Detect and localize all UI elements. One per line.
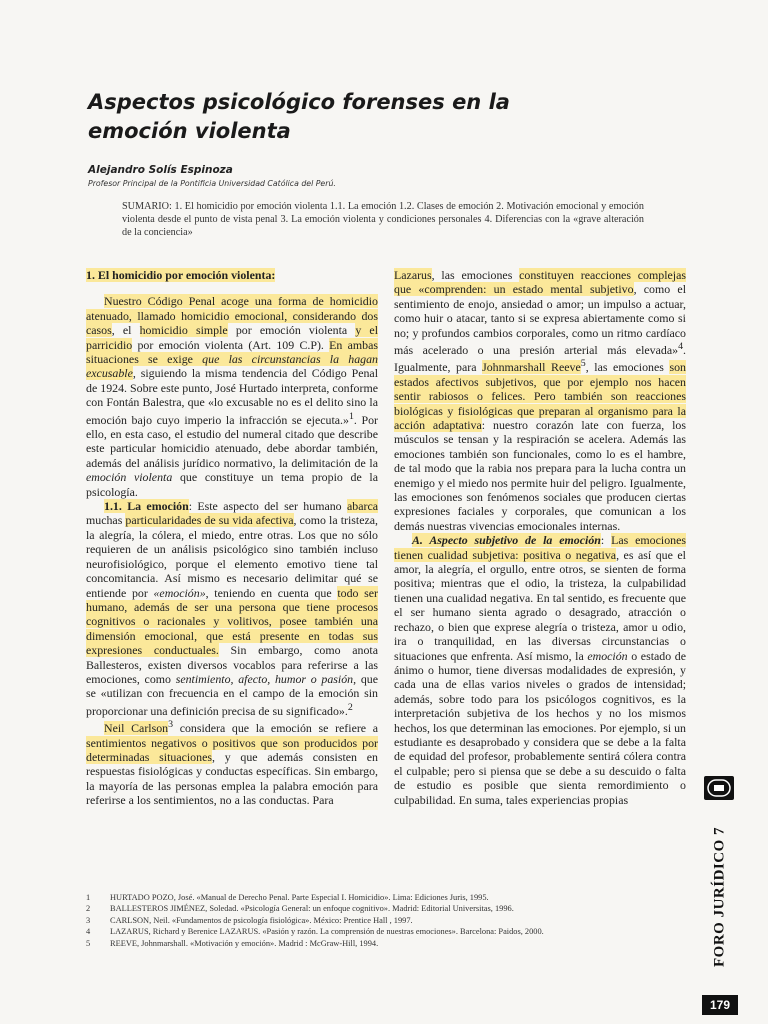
journal-name-vertical: FORO JURÍDICO 7 (711, 826, 728, 968)
footnote: 2 BALLESTEROS JIMÉNEZ, Soledad. «Psicología General: un enfoque cognitivo». Madrid: Editorial Universitas, 1996. (86, 904, 514, 914)
footnote: 1 HURTADO POZO, José. «Manual de Derecho Penal. Parte Especial I. Homicidio». Lima: Ediciones Juris, 1995. (86, 893, 489, 902)
title-line-2: emoción violenta (88, 119, 291, 143)
left-column (86, 268, 378, 808)
footnote: 5 REEVE, Johnmarshall. «Motivación y emoción». Madrid : McGraw-Hill, 1994. (86, 938, 379, 948)
summary-text: 1. El homicidio por emoción violenta 1.1. La emoción 1.2. Clases de emoción 2. Motivación emocional y emoción violenta desde el punto de vista penal 3. La emoción violenta y condiciones personales 4. Diferencias con la «grave alteración de la conciencia» (122, 201, 644, 238)
paragraph: A. Aspecto subjetivo de la emoción: Las emociones tienen cualidad subjetiva: positiva o negativa, es así que el amor, la alegría, el orgullo, entre otros, se sienten de forma positiva; mientras que el odio, la tristeza, la culpabilidad tienen una cualidad negativa. En tal sentido, es frecuente que el ser humano sienta agrado o desagrado, atracción o rechazo, o bien que exprese alegría o tristeza, amor u odio, ira o tranquilidad, en las diversas circunstancias o situaciones que enfrenta. Así mismo, la emoción o estado de ánimo o humor, tiene diversas modalidades de expresión, y cada una de ellas varios niveles o grados de intensidad; además, sobre todo para los psicólogos cognitivos, es la interpretación subjetiva de los hechos y no los mismos hechos, los que determinan las emociones. Por ejemplo, si un estudiante es desaprobado y considera que se debe a la falta de equidad del profesor, probablemente sentirá cólera contra el culpable; pero si piensa que se debe a su descuido o falta de estudio es posible que sienta remordimiento o culpabilidad. En suma, tales experiencias propias (394, 533, 686, 807)
section-heading: 1. El homicidio por emoción violenta: (86, 268, 276, 282)
paragraph: Nuestro Código Penal acoge una forma de homicidio atenuado, llamado homicidio emocional, considerando dos casos, el homicidio simple por emoción violenta y el parricidio por emoción violenta (Art. 109 C.P). En ambas situaciones se exige que las circunstancias la hagan excusable, siguiendo la misma tendencia del Código Penal de 1924. Sobre este punto, José Hurtado interpreta, conforme con Fontán Balestra, que «lo excusable no es el delito sino la emoción bajo cuyo imperio la infracción se ejecuta.»$^1$. Por ello, en esta caso, el estudio del numeral citado que describe este particular homicidio atenuado, debe abordar también, además del análisis jurídico normativo, la delimitación de la emoción violenta que constituye un tema propio de la psicología. (86, 294, 379, 499)
paragraph: Neil Carlson$^3$ considera que la emoción se refiere a sentimientos negativos o positivos que son producidos por determinadas situaciones, y que además consisten en respuestas fisiológicas y conductas específicas. Sin embargo, la mayoría de las personas emplea la palabra emoción para referirse a los sentimientos, no a las conductas. Para (86, 719, 378, 808)
page-number: 179 (702, 995, 738, 1015)
summary (122, 200, 644, 239)
footnote: 3 CARLSON, Neil. «Fundamentos de psicología fisiológica». México: Prentice Hall , 1997. (86, 915, 413, 925)
title-line-1: Aspectos psicológico forenses en la (88, 90, 510, 114)
journal-logo-icon (704, 776, 734, 800)
article-title (88, 88, 648, 146)
paragraph: Lazarus, las emociones constituyen reacciones complejas que «comprenden: un estado mental subjetivo, como el sentimiento de enojo, ansiedad o amor; un impulso a actuar, como huir o atacar, tanto si se expresa abiertamente como si no; y profundos cambios corporales, como un ritmo cardíaco más acelerado o una presión arterial más elevada»$^4$. Igualmente, para Johnmarshall Reeve$^5$, las emociones son estados afectivos subjetivos, que por ejemplo nos hacen sentir rabiosos o felices. Pero también son reacciones biológicas y fisiológicas que preparan al organismo para la acción adaptativa: nuestro corazón late con fuerza, los músculos se tensan y la respiración se acelera. Además las emociones también son funcionales, como lo es el hambre, de tal modo que la rabia nos prepara para la lucha contra un enemigo y el miedo nos permite huir del peligro. Igualmente, las emociones son fenómenos sociales que producen ciertas expresiones faciales y corporales, que comunican a los demás nuestras vivencias emocionales internas. (394, 268, 687, 533)
footnote: 4 LAZARUS, Richard y Berenice LAZARUS. «Pasión y razón. La comprensión de nuestras emociones». Barcelona: Paidos, 2000. (86, 927, 544, 937)
footnotes (86, 892, 676, 949)
paragraph: 1.1. La emoción: Este aspecto del ser humano abarca muchas particularidades de su vida afectiva, como la tristeza, la alegría, la cólera, el miedo, entre otras. Los que no sólo requieren de un análisis psicológico sino también incluso neurofisiológico, porque el elemento emotivo tiene tal concomitancia. Así mismo es necesario delimitar qué se entiende por «emoción», teniendo en cuenta que todo ser humano, además de ser una persona que tiene procesos cognitivos o racionales y volitivos, posee también una dimensión emocional, que está presente en todas sus expresiones conductuales. Sin embargo, como anota Ballesteros, existen diversos vocablos para referirse a las emociones, como sentimiento, afecto, humor o pasión, que se «utilizan con frecuencia en el campo de la emoción sin proporcionar una definición precisa de su significado».$^2$ (86, 499, 379, 718)
right-column (394, 268, 686, 807)
author-name: Alejandro Solís Espinoza (88, 164, 233, 176)
author-affiliation: Profesor Principal de la Pontificia Universidad Católica del Perú. (88, 179, 336, 188)
summary-label: SUMARIO: (122, 201, 172, 212)
